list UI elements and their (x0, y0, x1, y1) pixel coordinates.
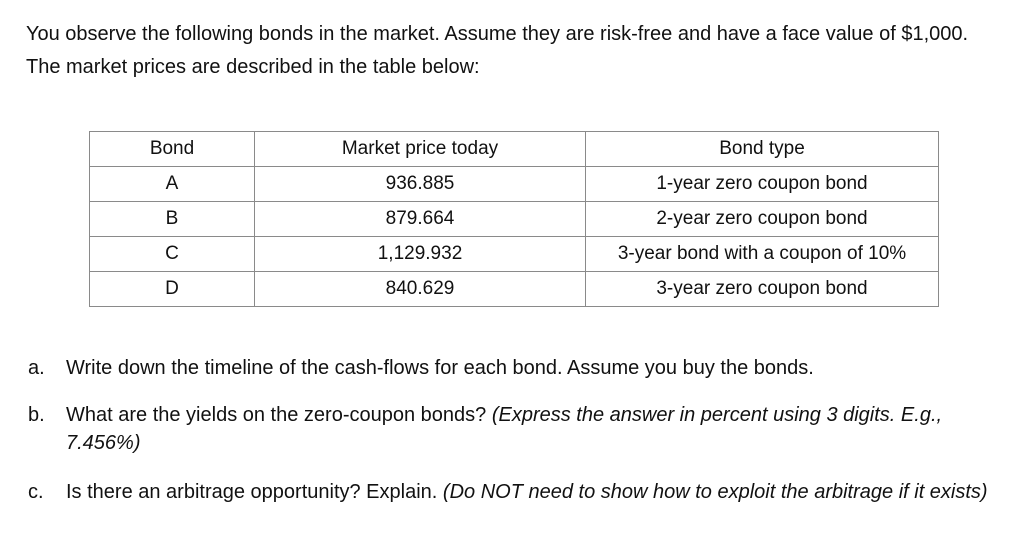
table-header-row (90, 132, 939, 167)
question-text (66, 401, 996, 457)
question-letter: a. (28, 357, 45, 379)
problem-intro: You observe the following bonds in the market. Assume they are risk-free and have a face value of $1,000. The market prices are described in the table below: (26, 23, 969, 78)
type-cell: 2-year zero coupon bond (586, 202, 939, 237)
bond-cell: A (90, 167, 255, 202)
question-text (66, 354, 996, 382)
bond-table (89, 131, 939, 307)
price-cell: 840.629 (255, 272, 586, 307)
header-bond-type: Bond type (586, 132, 939, 167)
bond-cell: B (90, 202, 255, 237)
bond-cell: D (90, 272, 255, 307)
question-body: Write down the timeline of the cash-flows for each bond. Assume you buy the bonds. (66, 357, 814, 379)
question-body: What are the yields on the zero-coupon bonds? (66, 404, 492, 426)
question-text (66, 478, 996, 506)
question-body: Is there an arbitrage opportunity? Explain. (66, 481, 443, 503)
header-market-price: Market price today (255, 132, 586, 167)
table-row (90, 272, 939, 307)
table-row (90, 167, 939, 202)
price-cell: 879.664 (255, 202, 586, 237)
question-letter: b. (28, 404, 45, 426)
question-note: (Do NOT need to show how to exploit the arbitrage if it exists) (442, 481, 988, 503)
type-cell: 1-year zero coupon bond (586, 167, 939, 202)
question-letter: c. (28, 481, 44, 503)
question-note: (Express the answer in percent using 3 digits. E.g., 7.456%) (66, 404, 943, 454)
type-cell: 3-year bond with a coupon of 10% (586, 237, 939, 272)
table-row (90, 202, 939, 237)
bond-cell: C (90, 237, 255, 272)
table-row (90, 237, 939, 272)
price-cell: 1,129.932 (255, 237, 586, 272)
header-bond: Bond (90, 132, 255, 167)
type-cell: 3-year zero coupon bond (586, 272, 939, 307)
price-cell: 936.885 (255, 167, 586, 202)
